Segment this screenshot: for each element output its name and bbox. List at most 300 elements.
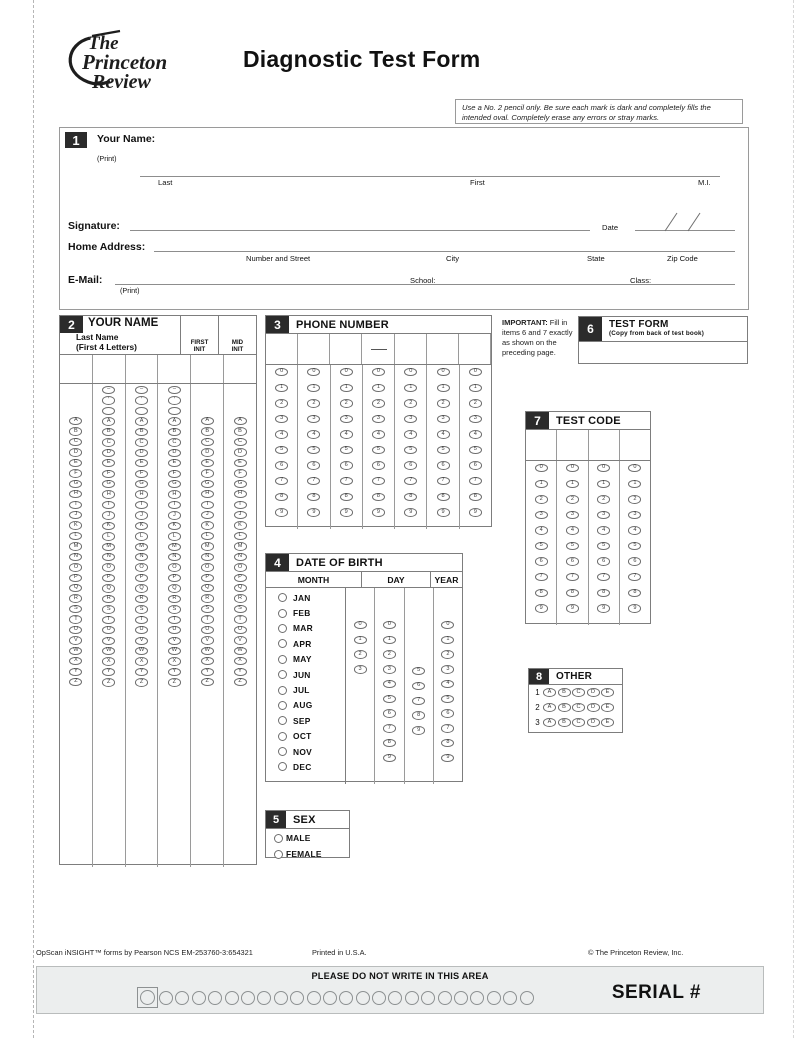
bubble-f[interactable]: F (168, 470, 181, 478)
bubble-q[interactable]: Q (135, 584, 148, 592)
bubble-w[interactable]: W (234, 647, 247, 655)
bubble-4[interactable]: 4 (441, 680, 454, 688)
bubble-p[interactable]: P (102, 574, 115, 582)
bubble-f[interactable]: F (201, 469, 214, 477)
bubble-a[interactable]: A (234, 417, 247, 425)
month-bubble-sep[interactable] (278, 716, 287, 725)
bubble-3[interactable]: 3 (628, 511, 641, 519)
bubble-i[interactable]: I (168, 501, 181, 509)
bubble-4[interactable]: 4 (566, 526, 579, 534)
bubble-3[interactable]: 3 (437, 415, 450, 423)
bubble-v[interactable]: V (234, 636, 247, 644)
bubble-o[interactable]: O (168, 563, 181, 571)
bubble-j[interactable]: J (234, 511, 247, 519)
bubble-x[interactable]: X (168, 657, 181, 665)
bubble-a[interactable]: A (168, 417, 181, 425)
month-bubble-nov[interactable] (278, 747, 287, 756)
bubble-i[interactable]: I (234, 501, 247, 509)
bubble-6[interactable]: 6 (441, 709, 454, 717)
bubble-z[interactable]: Z (135, 678, 148, 686)
bubble-b[interactable]: B (201, 427, 214, 435)
month-bubble-jun[interactable] (278, 670, 287, 679)
bubble-d[interactable]: D (587, 718, 600, 726)
bubble-o[interactable]: O (201, 563, 214, 571)
bubble-9[interactable]: 9 (628, 604, 641, 612)
bubble-o[interactable]: O (234, 563, 247, 571)
bubble-p[interactable]: P (234, 574, 247, 582)
month-bubble-apr[interactable] (278, 639, 287, 648)
bubble-4[interactable]: 4 (383, 680, 396, 688)
bubble-p[interactable]: P (168, 574, 181, 582)
phone-write-cell[interactable] (395, 334, 427, 364)
bubble-n[interactable]: N (102, 553, 115, 561)
bubble-l[interactable]: L (135, 532, 148, 540)
bubble-c[interactable]: C (234, 438, 247, 446)
bubble-v[interactable]: V (102, 637, 115, 645)
bubble-z[interactable]: Z (69, 678, 82, 686)
bubble-e[interactable]: E (234, 459, 247, 467)
bubble-d[interactable]: D (135, 449, 148, 457)
bubble-q[interactable]: Q (168, 584, 181, 592)
bubble-u[interactable]: U (135, 626, 148, 634)
section-3-write-row[interactable] (266, 334, 491, 365)
bubble-9[interactable]: 9 (275, 508, 288, 516)
bubble-x[interactable]: X (102, 657, 115, 665)
bubble-5[interactable]: 5 (275, 446, 288, 454)
bubble-5[interactable]: 5 (383, 695, 396, 703)
bubble-q[interactable]: Q (69, 584, 82, 592)
bubble-4[interactable]: 4 (307, 430, 320, 438)
bubble-w[interactable]: W (69, 647, 82, 655)
bubble-5[interactable]: 5 (628, 542, 641, 550)
bubble-y[interactable]: Y (168, 668, 181, 676)
bubble-q[interactable]: Q (201, 584, 214, 592)
month-row[interactable] (266, 590, 345, 605)
bubble-g[interactable]: G (102, 480, 115, 488)
bubble-z[interactable]: Z (102, 678, 115, 686)
bubble-d[interactable]: D (102, 449, 115, 457)
bubble-4[interactable]: 4 (372, 430, 385, 438)
bubble-2[interactable]: 2 (469, 399, 482, 407)
bubble-0[interactable]: 0 (437, 368, 450, 376)
bubble-e[interactable]: E (201, 459, 214, 467)
bubble-9[interactable]: 9 (412, 726, 425, 734)
bubble-–[interactable]: – (168, 386, 181, 394)
bubble-4[interactable]: 4 (628, 526, 641, 534)
bubble-0[interactable]: 0 (628, 464, 641, 472)
bubble-l[interactable]: L (201, 532, 214, 540)
bubble-8[interactable]: 8 (340, 493, 353, 501)
bubble-z[interactable]: Z (234, 678, 247, 686)
bubble-blank[interactable] (135, 407, 148, 415)
bubble-r[interactable]: R (135, 595, 148, 603)
bubble-n[interactable]: N (69, 553, 82, 561)
bubble-2[interactable]: 2 (307, 399, 320, 407)
bubble-2[interactable]: 2 (597, 495, 610, 503)
bubble-3[interactable]: 3 (354, 665, 367, 673)
bubble-u[interactable]: U (234, 626, 247, 634)
bubble-1[interactable]: 1 (354, 636, 367, 644)
bubble-g[interactable]: G (69, 480, 82, 488)
bubble-x[interactable]: X (201, 657, 214, 665)
bubble-9[interactable]: 9 (372, 508, 385, 516)
bubble-r[interactable]: R (234, 594, 247, 602)
name-write-cell[interactable] (126, 355, 159, 383)
bubble-4[interactable]: 4 (535, 526, 548, 534)
bubble-6[interactable]: 6 (566, 557, 579, 565)
bubble-7[interactable]: 7 (372, 477, 385, 485)
bubble-y[interactable]: Y (201, 668, 214, 676)
month-row[interactable] (266, 621, 345, 636)
bubble-1[interactable]: 1 (340, 384, 353, 392)
phone-write-cell[interactable] (298, 334, 330, 364)
bubble-x[interactable]: X (69, 657, 82, 665)
bubble-c[interactable]: C (572, 688, 585, 696)
bubble-5[interactable]: 5 (437, 446, 450, 454)
test-code-write-cell[interactable] (557, 430, 588, 460)
bubble-2[interactable]: 2 (275, 399, 288, 407)
bubble-3[interactable]: 3 (535, 511, 548, 519)
bubble-7[interactable]: 7 (437, 477, 450, 485)
bubble-d[interactable]: D (587, 688, 600, 696)
bubble-1[interactable]: 1 (437, 384, 450, 392)
bubble-d[interactable]: D (168, 449, 181, 457)
bubble-v[interactable]: V (201, 636, 214, 644)
bubble-7[interactable]: 7 (383, 724, 396, 732)
month-row[interactable] (266, 652, 345, 667)
bubble-d[interactable]: D (201, 448, 214, 456)
bubble-7[interactable]: 7 (566, 573, 579, 581)
bubble-3[interactable]: 3 (275, 415, 288, 423)
bubble-m[interactable]: M (69, 542, 82, 550)
bubble-7[interactable]: 7 (275, 477, 288, 485)
name-write-cell[interactable] (191, 355, 224, 383)
bubble-–[interactable]: – (102, 386, 115, 394)
bubble-z[interactable]: Z (168, 678, 181, 686)
bubble-e[interactable]: E (601, 718, 614, 726)
bubble-6[interactable]: 6 (383, 709, 396, 717)
bubble-b[interactable]: B (135, 428, 148, 436)
bubble-q[interactable]: Q (102, 584, 115, 592)
bubble-c[interactable]: C (69, 438, 82, 446)
bubble-6[interactable]: 6 (275, 461, 288, 469)
bubble-0[interactable]: 0 (354, 621, 367, 629)
sex-option-male[interactable] (266, 831, 349, 845)
bubble-h[interactable]: H (102, 490, 115, 498)
bubble-2[interactable]: 2 (383, 650, 396, 658)
bubble-l[interactable]: L (168, 532, 181, 540)
bubble-9[interactable]: 9 (441, 754, 454, 762)
bubble-1[interactable]: 1 (383, 636, 396, 644)
bubble-o[interactable]: O (102, 563, 115, 571)
test-code-write-cell[interactable] (589, 430, 620, 460)
bubble-s[interactable]: S (201, 605, 214, 613)
sex-bubble-male[interactable] (274, 834, 283, 843)
bubble-a[interactable]: A (543, 718, 556, 726)
bubble-f[interactable]: F (69, 469, 82, 477)
bubble-7[interactable]: 7 (412, 697, 425, 705)
bubble-8[interactable]: 8 (412, 711, 425, 719)
bubble-8[interactable]: 8 (383, 739, 396, 747)
month-row[interactable] (266, 713, 345, 728)
bubble-z[interactable]: Z (201, 678, 214, 686)
bubble-a[interactable]: A (201, 417, 214, 425)
bubble-k[interactable]: K (168, 522, 181, 530)
bubble-0[interactable]: 0 (372, 368, 385, 376)
bubble-u[interactable]: U (201, 626, 214, 634)
bubble-8[interactable]: 8 (275, 493, 288, 501)
month-bubble-dec[interactable] (278, 762, 287, 771)
month-row[interactable] (266, 667, 345, 682)
bubble-1[interactable]: 1 (275, 384, 288, 392)
bubble-g[interactable]: G (201, 480, 214, 488)
bubble-9[interactable]: 9 (535, 604, 548, 612)
bubble-j[interactable]: J (69, 511, 82, 519)
bubble-5[interactable]: 5 (469, 446, 482, 454)
name-write-cell[interactable] (93, 355, 126, 383)
month-row[interactable] (266, 759, 345, 774)
bubble-k[interactable]: K (201, 521, 214, 529)
bubble-m[interactable]: M (168, 543, 181, 551)
month-bubble-jul[interactable] (278, 686, 287, 695)
bubble-2[interactable]: 2 (372, 399, 385, 407)
bubble-0[interactable]: 0 (307, 368, 320, 376)
bubble-n[interactable]: N (168, 553, 181, 561)
bubble-h[interactable]: H (201, 490, 214, 498)
bubble-6[interactable]: 6 (340, 461, 353, 469)
bubble-v[interactable]: V (168, 637, 181, 645)
bubble-k[interactable]: K (102, 522, 115, 530)
phone-write-cell[interactable] (266, 334, 298, 364)
bubble-2[interactable]: 2 (566, 495, 579, 503)
bubble-i[interactable]: I (102, 501, 115, 509)
bubble-b[interactable]: B (234, 427, 247, 435)
phone-write-cell[interactable] (427, 334, 459, 364)
bubble-c[interactable]: C (168, 438, 181, 446)
bubble-0[interactable]: 0 (535, 464, 548, 472)
bubble-t[interactable]: T (168, 616, 181, 624)
bubble-9[interactable]: 9 (340, 508, 353, 516)
bubble-5[interactable]: 5 (372, 446, 385, 454)
bubble-u[interactable]: U (102, 626, 115, 634)
bubble-a[interactable]: A (543, 688, 556, 696)
bubble-1[interactable]: 1 (597, 480, 610, 488)
bubble-6[interactable]: 6 (412, 682, 425, 690)
bubble-2[interactable]: 2 (404, 399, 417, 407)
bubble-r[interactable]: R (69, 594, 82, 602)
bubble-9[interactable]: 9 (597, 604, 610, 612)
bubble-s[interactable]: S (234, 605, 247, 613)
bubble-3[interactable]: 3 (404, 415, 417, 423)
bubble-v[interactable]: V (135, 637, 148, 645)
bubble-2[interactable]: 2 (441, 650, 454, 658)
bubble-2[interactable]: 2 (628, 495, 641, 503)
bubble-0[interactable]: 0 (340, 368, 353, 376)
bubble-y[interactable]: Y (234, 668, 247, 676)
bubble-m[interactable]: M (234, 542, 247, 550)
bubble-1[interactable]: 1 (566, 480, 579, 488)
bubble-w[interactable]: W (168, 647, 181, 655)
bubble-y[interactable]: Y (135, 668, 148, 676)
bubble-t[interactable]: T (201, 615, 214, 623)
month-row[interactable] (266, 729, 345, 744)
bubble-a[interactable]: A (102, 417, 115, 425)
bubble-g[interactable]: G (135, 480, 148, 488)
phone-write-cell[interactable] (459, 334, 491, 364)
bubble-2[interactable]: 2 (340, 399, 353, 407)
bubble-c[interactable]: C (572, 718, 585, 726)
bubble-b[interactable]: B (168, 428, 181, 436)
bubble-5[interactable]: 5 (566, 542, 579, 550)
month-row[interactable] (266, 698, 345, 713)
bubble-8[interactable]: 8 (372, 493, 385, 501)
bubble-4[interactable]: 4 (469, 430, 482, 438)
bubble-a[interactable]: A (543, 703, 556, 711)
bubble-8[interactable]: 8 (566, 589, 579, 597)
bubble-k[interactable]: K (234, 521, 247, 529)
bubble-r[interactable]: R (201, 594, 214, 602)
bubble-3[interactable]: 3 (372, 415, 385, 423)
bubble-–[interactable]: – (135, 386, 148, 394)
bubble-a[interactable]: A (135, 417, 148, 425)
bubble-4[interactable]: 4 (437, 430, 450, 438)
bubble-j[interactable]: J (135, 511, 148, 519)
bubble-0[interactable]: 0 (597, 464, 610, 472)
bubble-6[interactable]: 6 (307, 461, 320, 469)
bubble-s[interactable]: S (168, 605, 181, 613)
bubble-7[interactable]: 7 (340, 477, 353, 485)
bubble-k[interactable]: K (135, 522, 148, 530)
bubble-c[interactable]: C (135, 438, 148, 446)
bubble-4[interactable]: 4 (404, 430, 417, 438)
bubble-l[interactable]: L (69, 532, 82, 540)
sex-option-female[interactable] (266, 847, 349, 861)
bubble-2[interactable]: 2 (437, 399, 450, 407)
home-address-input-line[interactable] (154, 251, 735, 252)
bubble-1[interactable]: 1 (469, 384, 482, 392)
bubble-1[interactable]: 1 (628, 480, 641, 488)
bubble-7[interactable]: 7 (628, 573, 641, 581)
bubble-l[interactable]: L (102, 532, 115, 540)
bubble-e[interactable]: E (168, 459, 181, 467)
bubble-1[interactable]: 1 (372, 384, 385, 392)
bubble-5[interactable]: 5 (597, 542, 610, 550)
test-form-write-row[interactable] (579, 342, 747, 365)
month-bubble-oct[interactable] (278, 732, 287, 741)
bubble-q[interactable]: Q (234, 584, 247, 592)
bubble-9[interactable]: 9 (383, 754, 396, 762)
bubble-0[interactable]: 0 (441, 621, 454, 629)
bubble-6[interactable]: 6 (535, 557, 548, 565)
bubble-t[interactable]: T (135, 616, 148, 624)
bubble-b[interactable]: B (558, 703, 571, 711)
bubble-m[interactable]: M (102, 543, 115, 551)
bubble-f[interactable]: F (135, 470, 148, 478)
bubble-f[interactable]: F (234, 469, 247, 477)
bubble-8[interactable]: 8 (441, 739, 454, 747)
bubble-0[interactable]: 0 (404, 368, 417, 376)
month-bubble-may[interactable] (278, 655, 287, 664)
name-input-line[interactable] (140, 176, 720, 177)
bubble-k[interactable]: K (69, 521, 82, 529)
bubble-'[interactable]: ' (102, 396, 115, 404)
bubble-9[interactable]: 9 (437, 508, 450, 516)
bubble-w[interactable]: W (201, 647, 214, 655)
bubble-c[interactable]: C (572, 703, 585, 711)
bubble-u[interactable]: U (69, 626, 82, 634)
bubble-6[interactable]: 6 (597, 557, 610, 565)
bubble-h[interactable]: H (135, 490, 148, 498)
bubble-5[interactable]: 5 (441, 695, 454, 703)
bubble-3[interactable]: 3 (383, 665, 396, 673)
bubble-b[interactable]: B (558, 688, 571, 696)
bubble-3[interactable]: 3 (566, 511, 579, 519)
bubble-s[interactable]: S (102, 605, 115, 613)
bubble-9[interactable]: 9 (404, 508, 417, 516)
bubble-'[interactable]: ' (135, 396, 148, 404)
bubble-3[interactable]: 3 (469, 415, 482, 423)
bubble-d[interactable]: D (69, 448, 82, 456)
bubble-t[interactable]: T (69, 615, 82, 623)
bubble-s[interactable]: S (69, 605, 82, 613)
section-7-write-row[interactable] (526, 430, 650, 461)
signature-input-line[interactable] (130, 230, 590, 231)
bubble-n[interactable]: N (201, 553, 214, 561)
bubble-h[interactable]: H (168, 490, 181, 498)
bubble-s[interactable]: S (135, 605, 148, 613)
bubble-w[interactable]: W (102, 647, 115, 655)
bubble-8[interactable]: 8 (404, 493, 417, 501)
bubble-y[interactable]: Y (69, 668, 82, 676)
bubble-4[interactable]: 4 (275, 430, 288, 438)
bubble-f[interactable]: F (102, 470, 115, 478)
bubble-7[interactable]: 7 (597, 573, 610, 581)
bubble-l[interactable]: L (234, 532, 247, 540)
bubble-e[interactable]: E (601, 703, 614, 711)
bubble-p[interactable]: P (135, 574, 148, 582)
bubble-j[interactable]: J (168, 511, 181, 519)
bubble-y[interactable]: Y (102, 668, 115, 676)
section-2-write-row[interactable] (60, 355, 256, 384)
name-write-cell[interactable] (224, 355, 256, 383)
bubble-i[interactable]: I (201, 501, 214, 509)
bubble-m[interactable]: M (201, 542, 214, 550)
bubble-7[interactable]: 7 (535, 573, 548, 581)
bubble-b[interactable]: B (102, 428, 115, 436)
bubble-4[interactable]: 4 (340, 430, 353, 438)
bubble-o[interactable]: O (69, 563, 82, 571)
bubble-b[interactable]: B (558, 718, 571, 726)
bubble-0[interactable]: 0 (469, 368, 482, 376)
bubble-1[interactable]: 1 (404, 384, 417, 392)
bubble-2[interactable]: 2 (535, 495, 548, 503)
bubble-4[interactable]: 4 (597, 526, 610, 534)
bubble-e[interactable]: E (135, 459, 148, 467)
bubble-5[interactable]: 5 (535, 542, 548, 550)
sex-bubble-female[interactable] (274, 850, 283, 859)
bubble-r[interactable]: R (168, 595, 181, 603)
bubble-9[interactable]: 9 (307, 508, 320, 516)
bubble-6[interactable]: 6 (628, 557, 641, 565)
phone-write-cell[interactable] (330, 334, 362, 364)
bubble-m[interactable]: M (135, 543, 148, 551)
bubble-x[interactable]: X (234, 657, 247, 665)
bubble-j[interactable]: J (102, 511, 115, 519)
name-write-cell[interactable] (158, 355, 191, 383)
bubble-d[interactable]: D (234, 448, 247, 456)
bubble-3[interactable]: 3 (307, 415, 320, 423)
bubble-'[interactable]: ' (168, 396, 181, 404)
